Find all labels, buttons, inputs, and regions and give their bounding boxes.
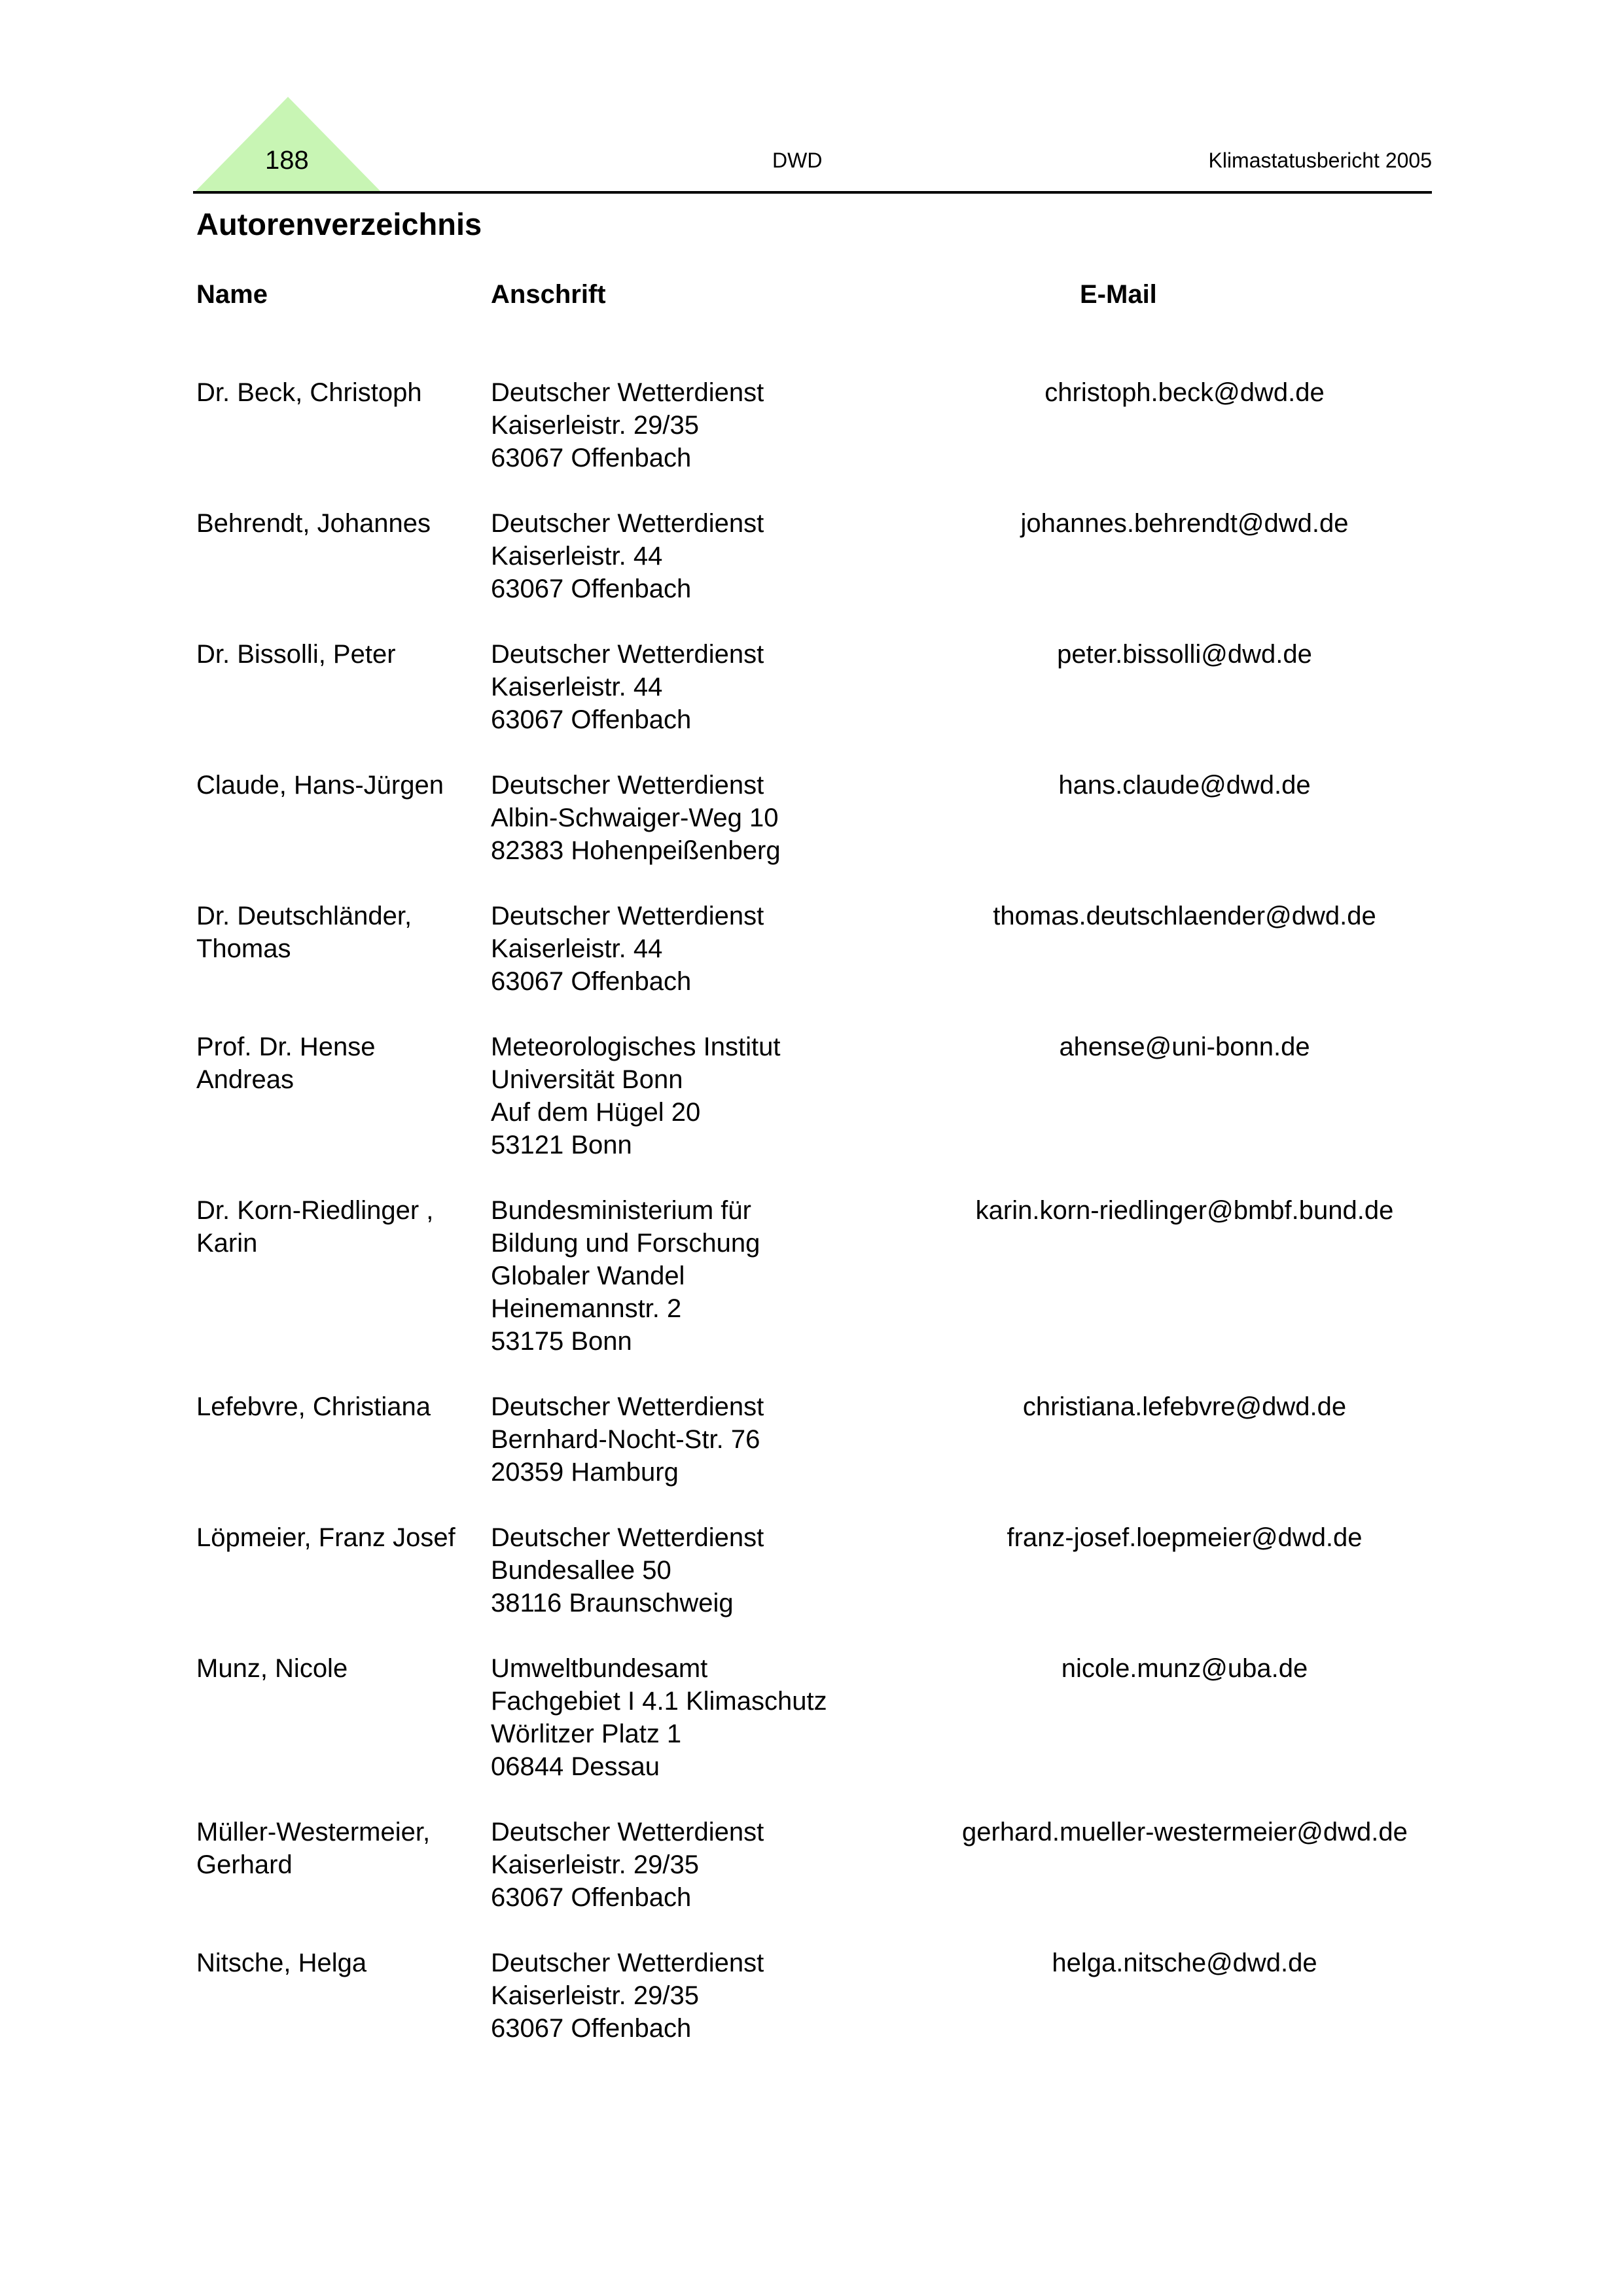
author-address-line: Auf dem Hügel 20 [491, 1098, 701, 1127]
author-name [196, 1390, 484, 1423]
author-entry [0, 1390, 1623, 1489]
author-entry [0, 638, 1623, 736]
author-address-line: 63067 Offenbach [491, 2014, 692, 2043]
author-email: johannes.behrendt@dwd.de [1020, 509, 1349, 538]
author-name-line: Dr. Deutschländer, [196, 902, 412, 930]
page-number: 188 [265, 146, 309, 175]
author-name-line: Dr. Bissolli, Peter [196, 640, 396, 669]
author-address-line: Bundesallee 50 [491, 1556, 671, 1585]
column-header-email: E-Mail [1080, 280, 1157, 309]
author-name-line: Nitsche, Helga [196, 1949, 367, 1977]
author-name-line: Löpmeier, Franz Josef [196, 1523, 455, 1552]
column-header-name: Name [196, 280, 268, 309]
author-name-line: Karin [196, 1229, 258, 1258]
author-address-line: Kaiserleistr. 44 [491, 542, 663, 571]
author-email: thomas.deutschlaender@dwd.de [993, 902, 1376, 930]
author-entry [0, 1194, 1623, 1358]
header-publisher: DWD [772, 149, 823, 172]
author-entry [0, 1652, 1623, 1783]
header-rule [193, 191, 1432, 194]
author-address-line: Deutscher Wetterdienst [491, 1392, 764, 1421]
author-email: hans.claude@dwd.de [1058, 771, 1311, 800]
author-address-line: 53175 Bonn [491, 1327, 632, 1356]
author-address-line: 63067 Offenbach [491, 574, 692, 603]
author-address-line: 63067 Offenbach [491, 444, 692, 472]
page-header [0, 0, 1623, 196]
author-name-line: Andreas [196, 1065, 294, 1094]
author-name-line: Claude, Hans-Jürgen [196, 771, 444, 800]
column-headers [0, 278, 1623, 311]
author-address-line: 20359 Hamburg [491, 1458, 679, 1487]
author-name [196, 1947, 484, 1979]
author-address-line: Umweltbundesamt [491, 1654, 708, 1683]
author-email: karin.korn-riedlinger@bmbf.bund.de [975, 1196, 1394, 1225]
author-entry [0, 1947, 1623, 2045]
author-address-line: Wörlitzer Platz 1 [491, 1720, 682, 1748]
author-name [196, 1816, 484, 1881]
author-email: franz-josef.loepmeier@dwd.de [1007, 1523, 1363, 1552]
author-entry [0, 376, 1623, 474]
column-header-address: Anschrift [491, 280, 606, 309]
author-name-line: Müller-Westermeier, [196, 1818, 431, 1846]
author-name-line: Thomas [196, 934, 291, 963]
author-address-line: Deutscher Wetterdienst [491, 771, 764, 800]
author-name-line: Lefebvre, Christiana [196, 1392, 431, 1421]
author-address-line: 06844 Dessau [491, 1752, 660, 1781]
author-list [0, 376, 1623, 2077]
author-name [196, 1652, 484, 1685]
author-address-line: 38116 Braunschweig [491, 1589, 734, 1617]
author-address-line: Bildung und Forschung [491, 1229, 760, 1258]
author-name [196, 1194, 484, 1260]
author-name [196, 1031, 484, 1096]
author-name-line: Prof. Dr. Hense [196, 1033, 376, 1061]
author-email: christiana.lefebvre@dwd.de [1022, 1392, 1347, 1421]
author-name [196, 376, 484, 409]
author-address-line: Deutscher Wetterdienst [491, 902, 764, 930]
author-address-line: Deutscher Wetterdienst [491, 509, 764, 538]
author-address-line: Deutscher Wetterdienst [491, 378, 764, 407]
author-address-line: Meteorologisches Institut [491, 1033, 781, 1061]
author-name-line: Dr. Korn-Riedlinger , [196, 1196, 434, 1225]
header-report-title: Klimastatusbericht 2005 [1208, 149, 1432, 172]
author-entry [0, 900, 1623, 998]
author-entry [0, 1031, 1623, 1161]
author-address-line: 53121 Bonn [491, 1131, 632, 1159]
author-address-line: Universität Bonn [491, 1065, 683, 1094]
author-name [196, 769, 484, 802]
author-address-line: Deutscher Wetterdienst [491, 1818, 764, 1846]
author-entry [0, 507, 1623, 605]
author-name-line: Dr. Beck, Christoph [196, 378, 422, 407]
author-address-line: 63067 Offenbach [491, 705, 692, 734]
page-title: Autorenverzeichnis [196, 207, 482, 241]
author-name-line: Munz, Nicole [196, 1654, 348, 1683]
author-address-line: 82383 Hohenpeißenberg [491, 836, 781, 865]
author-email: gerhard.mueller-westermeier@dwd.de [962, 1818, 1408, 1846]
author-name [196, 507, 484, 540]
author-address-line: Albin-Schwaiger-Weg 10 [491, 804, 779, 832]
author-address-line: Fachgebiet I 4.1 Klimaschutz [491, 1687, 827, 1716]
author-email: ahense@uni-bonn.de [1059, 1033, 1310, 1061]
author-address-line: 63067 Offenbach [491, 1883, 692, 1912]
author-address-line: Kaiserleistr. 29/35 [491, 1850, 699, 1879]
author-address-line: Deutscher Wetterdienst [491, 1523, 764, 1552]
author-email: helga.nitsche@dwd.de [1052, 1949, 1317, 1977]
author-address-line: Deutscher Wetterdienst [491, 1949, 764, 1977]
author-email: peter.bissolli@dwd.de [1057, 640, 1312, 669]
author-name [196, 900, 484, 965]
author-address-line: 63067 Offenbach [491, 967, 692, 996]
author-entry [0, 1521, 1623, 1619]
author-address-line: Bundesministerium für [491, 1196, 751, 1225]
author-entry [0, 1816, 1623, 1914]
author-name-line: Behrendt, Johannes [196, 509, 431, 538]
author-address-line: Heinemannstr. 2 [491, 1294, 682, 1323]
author-address-line: Bernhard-Nocht-Str. 76 [491, 1425, 760, 1454]
author-name [196, 1521, 484, 1554]
author-address-line: Kaiserleistr. 44 [491, 673, 663, 701]
author-email: christoph.beck@dwd.de [1044, 378, 1325, 407]
author-address-line: Kaiserleistr. 29/35 [491, 1981, 699, 2010]
author-email: nicole.munz@uba.de [1061, 1654, 1308, 1683]
author-address-line: Kaiserleistr. 44 [491, 934, 663, 963]
author-name-line: Gerhard [196, 1850, 293, 1879]
author-address-line: Globaler Wandel [491, 1262, 685, 1290]
author-name [196, 638, 484, 671]
author-address-line: Deutscher Wetterdienst [491, 640, 764, 669]
author-entry [0, 769, 1623, 867]
author-address-line: Kaiserleistr. 29/35 [491, 411, 699, 440]
